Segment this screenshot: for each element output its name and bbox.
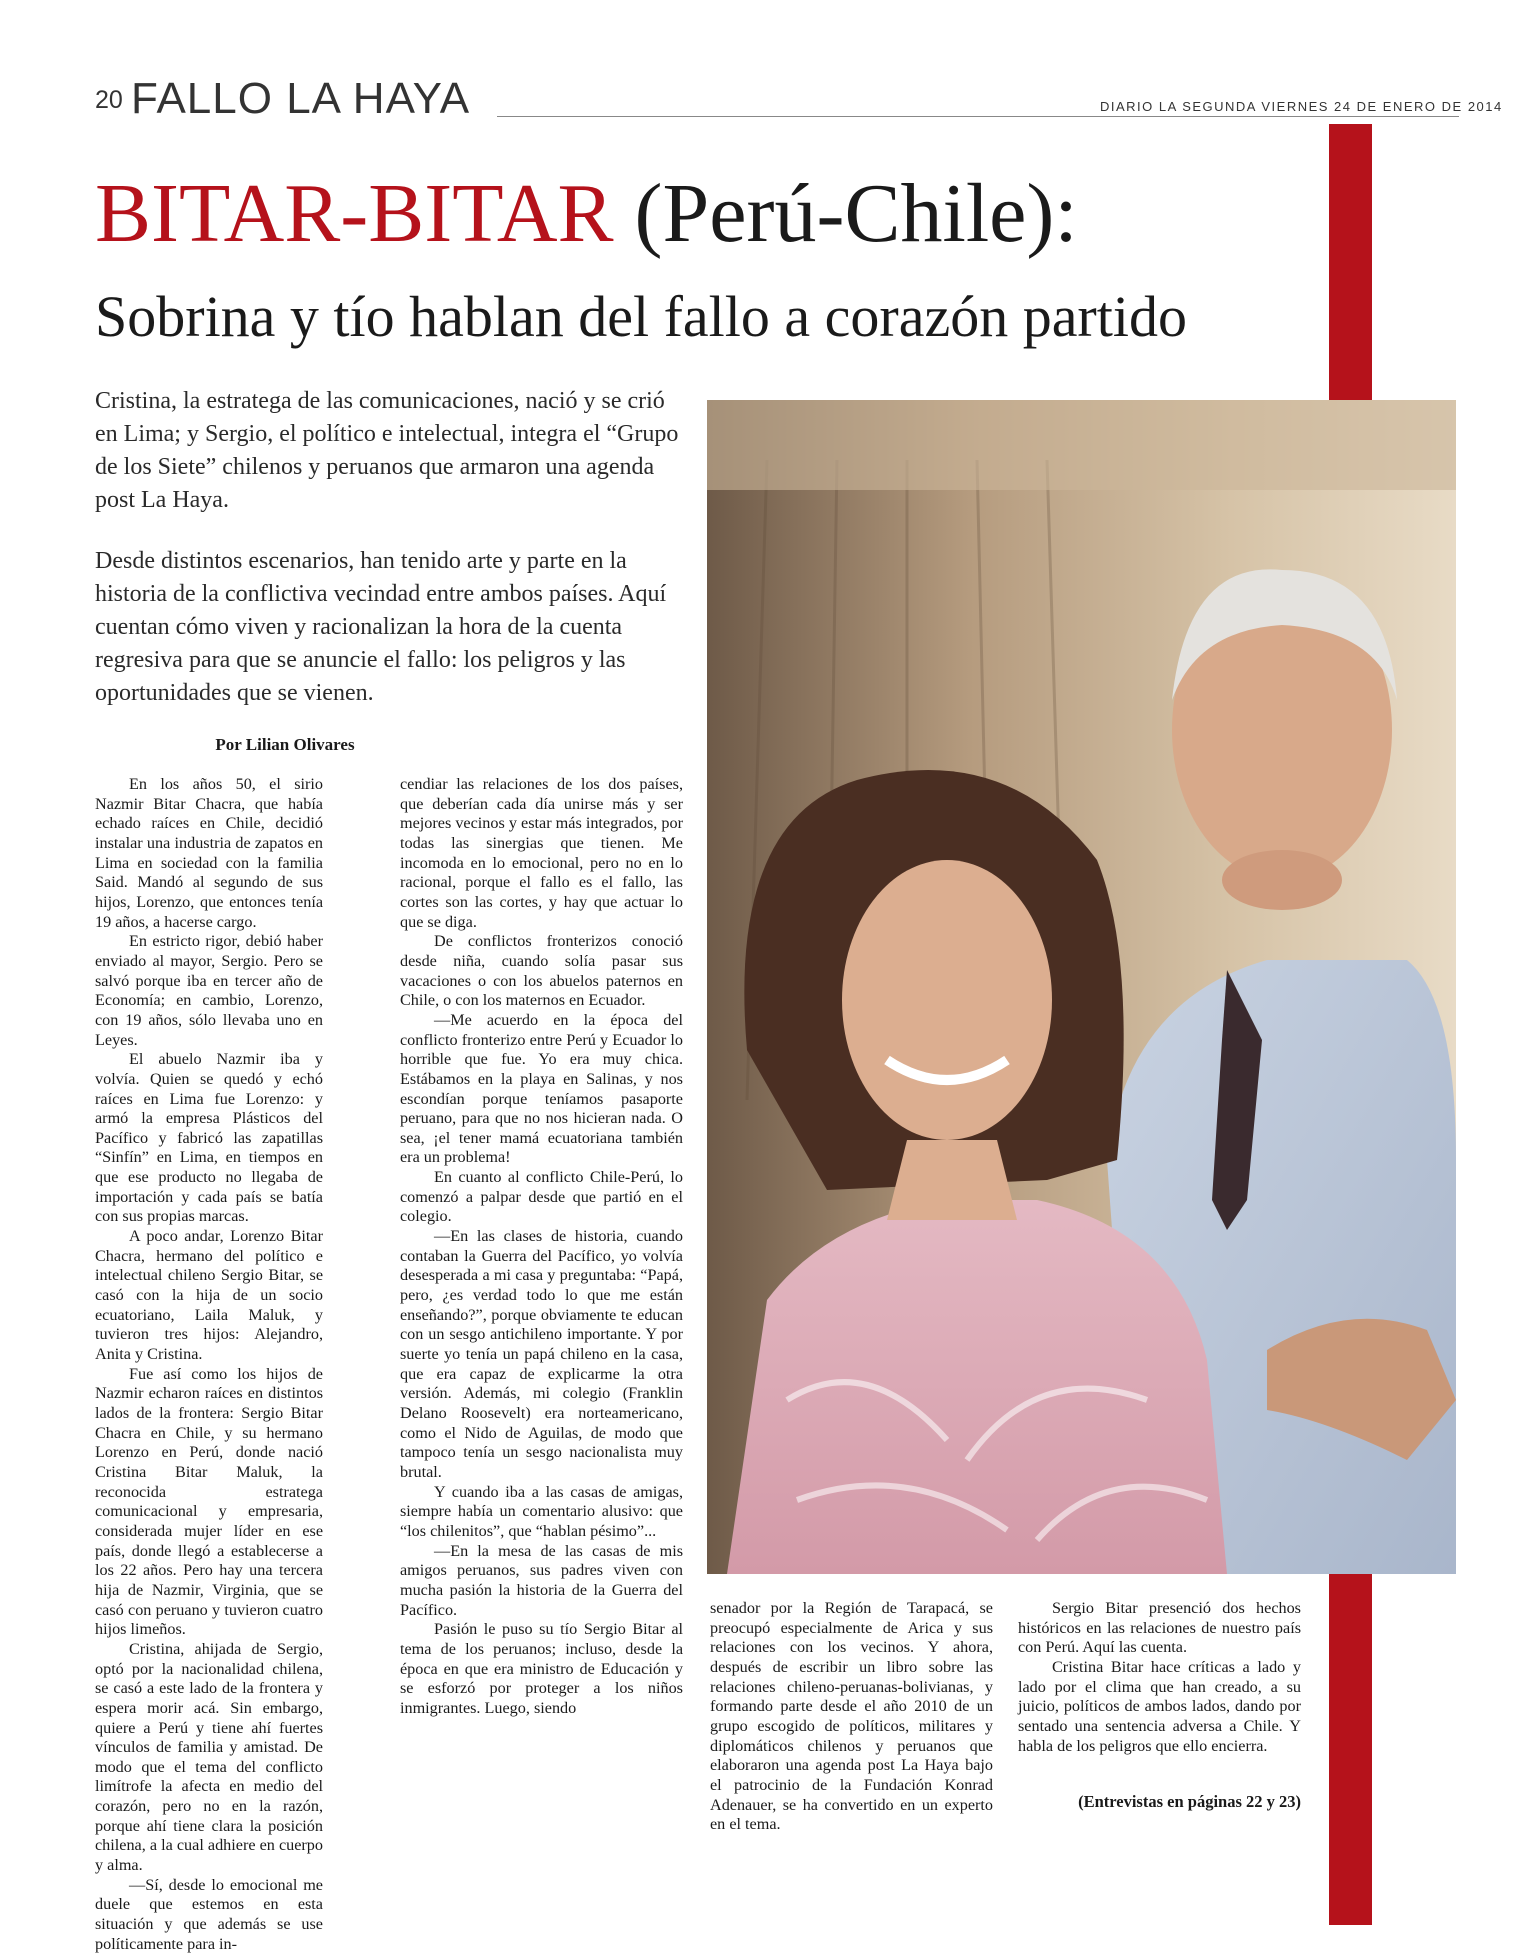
headline-black: (Perú-Chile): — [613, 167, 1078, 260]
body-paragraph: En estricto rigor, debió haber enviado al mayor, Sergio. Pero se salvó porque iba en tercer año de Economía; en cambio, Lorenzo, con 19 años, sólo llevaba uno en Leyes. — [95, 932, 323, 1049]
body-paragraph: Fue así como los hijos de Nazmir echaron raíces en distintos lados de la frontera: Sergio Bitar Chacra en Chile, y su hermano Lorenzo en Perú, donde nació Cristina Bitar Maluk, la reconocida estratega comunicacional y empresaria, considerada mujer líder en ese país, donde llegó a establecerse a los 22 años. Pero hay una tercera hija de Nazmir, Virginia, que se casó con peruano y tuvieron cuatro hijos limeños. — [95, 1364, 323, 1639]
body-column-4 — [1018, 1599, 1301, 1756]
photo-illustration — [707, 400, 1456, 1574]
body-paragraph: cendiar las relaciones de los dos países, que deberían cada día unirse más y ser mejores vecinos y estar más integrados, por todas las sinergias que tienen. Me incomoda en lo emocional, pero no en lo racional, porque el fallo es el fallo, las cortes son las cortes, y hay que actuar lo que se diga. — [400, 775, 683, 931]
body-paragraph: —Sí, desde lo emocional me duele que estemos en esta situación y que además se use políticamente para in- — [95, 1875, 323, 1953]
deck-paragraph: Cristina, la estratega de las comunicaciones, nació y se crió en Lima; y Sergio, el político e intelectual, integra el “Grupo de los Siete” chilenos y peruanos que armaron una agenda post La Haya. — [95, 388, 679, 513]
headline — [95, 167, 1078, 260]
body-column-2 — [400, 775, 683, 1719]
body-paragraph: senador por la Región de Tarapacá, se preocupó especialmente de Arica y sus relaciones con los vecinos. Y ahora, después de escribir un libro sobre las relaciones chileno-peruanas-bolivianas, y formando parte desde el año 2010 de un grupo escogido de políticos, militares y diplomáticos chilenos y peruanos que elaboraron una agenda post La Haya bajo el patrocinio de la Fundación Konrad Adenauer, se ha convertido en un experto en el tema. — [710, 1599, 993, 1834]
byline: Por Lilian Olivares — [215, 735, 355, 754]
interview-reference: (Entrevistas en páginas 22 y 23) — [1078, 1792, 1301, 1811]
body-paragraph: A poco andar, Lorenzo Bitar Chacra, hermano del político e intelectual chileno Sergio Bitar, se casó con la hija de un socio ecuatoriano, Laila Maluk, y tuvieron tres hijos: Alejandro, Anita y Cristina. — [95, 1227, 323, 1364]
body-paragraph: De conflictos fronterizos conoció desde niña, cuando solía pasar sus vacaciones o con los abuelos paternos en Chile, o con los maternos en Ecuador. — [400, 932, 683, 1010]
dateline: DIARIO LA SEGUNDA VIERNES 24 DE ENERO DE 2014 — [1100, 99, 1503, 114]
body-paragraph: En cuanto al conflicto Chile-Perú, lo comenzó a palpar desde que partió en el colegio. — [400, 1168, 683, 1226]
body-column-3 — [710, 1599, 993, 1835]
page-number: 20 — [95, 86, 123, 114]
body-paragraph: —Me acuerdo en la época del conflicto fronterizo entre Perú y Ecuador lo horrible que fue. Yo era muy chica. Estábamos en la playa en Salinas, y nos escondían porque teníamos pasaporte peruano, para que no nos hicieran nada. O sea, ¡el tener mamá ecuatoriana también era un problema! — [400, 1010, 683, 1167]
subheadline: Sobrina y tío hablan del fallo a corazón partido — [95, 284, 1187, 349]
body-paragraph: Sergio Bitar presenció dos hechos históricos en las relaciones de nuestro país con Perú. Aquí las cuenta. — [1018, 1599, 1301, 1657]
body-paragraph: —En las clases de historia, cuando contaban la Guerra del Pacífico, yo volvía desesperada a mi casa y preguntaba: “Papá, pero, ¿es verdad todo lo que me están enseñando?”, porque obviamente te educan con un sesgo antichileno importante. Y por suerte yo tenía un papá chileno en la casa, que era capaz de explicarme la otra versión. Además, mi colegio (Franklin Delano Roosevelt) era norteamericano, como el Nido de Aguilas, de modo que tampoco tenía un sesgo nacionalista muy brutal. — [400, 1227, 683, 1481]
body-paragraph: Cristina Bitar hace críticas a lado y lado por el clima que han creado, a su juicio, políticos de ambos lados, dando por sentado una sentencia adversa a Chile. Y habla de los peligros que ello encierra. — [1018, 1657, 1301, 1755]
body-paragraph: —En la mesa de las casas de mis amigos peruanos, sus padres viven con mucha pasión la historia de la Guerra del Pacífico. — [400, 1541, 683, 1619]
deck-paragraph: Desde distintos escenarios, han tenido arte y parte en la historia de la conflictiva vecindad entre ambos países. Aquí cuentan cómo viven y racionalizan la hora de la cuenta regresiva para que se anuncie el fallo: los peligros y las oportunidades que se vienen. — [95, 548, 667, 706]
body-paragraph: El abuelo Nazmir iba y volvía. Quien se quedó y echó raíces en Lima fue Lorenzo: y armó la empresa Plásticos del Pacífico y fabricó las zapatillas “Sinfín” en Lima, en tiempos en que ese producto no llegaba de importación y cada país se batía con sus propias marcas. — [95, 1050, 323, 1226]
body-paragraph: Pasión le puso su tío Sergio Bitar al tema de los peruanos; incluso, desde la época en que era ministro de Educación y se esforzó por proteger a los niños inmigrantes. Luego, siendo — [400, 1620, 683, 1717]
headline-red: BITAR-BITAR — [95, 167, 614, 260]
body-paragraph: Y cuando iba a las casas de amigas, siempre había un comentario alusivo: que “los chilenitos”, que “hablan pésimo”... — [400, 1482, 683, 1540]
article-photo — [707, 400, 1456, 1574]
header-rule — [497, 116, 1459, 117]
body-column-1 — [95, 775, 323, 1954]
section-title: FALLO LA HAYA — [131, 74, 471, 123]
body-paragraph: En los años 50, el sirio Nazmir Bitar Chacra, que había echado raíces en Chile, decidió instalar una industria de zapatos en Lima en sociedad con la familia Said. Mandó al segundo de sus hijos, Lorenzo, que entonces tenía 19 años, a hacerse cargo. — [95, 775, 323, 931]
body-paragraph: Cristina, ahijada de Sergio, optó por la nacionalidad chilena, se casó a este lado de la frontera y espera morir acá. Sin embargo, quiere a Perú y tiene ahí fuertes vínculos de familia y amistad. De modo que el tema del conflicto limítrofe la afecta en medio del corazón, pero no en la razón, porque ahí tiene clara la posición chilena, a la cual adhiere en cuerpo y alma. — [95, 1639, 323, 1875]
